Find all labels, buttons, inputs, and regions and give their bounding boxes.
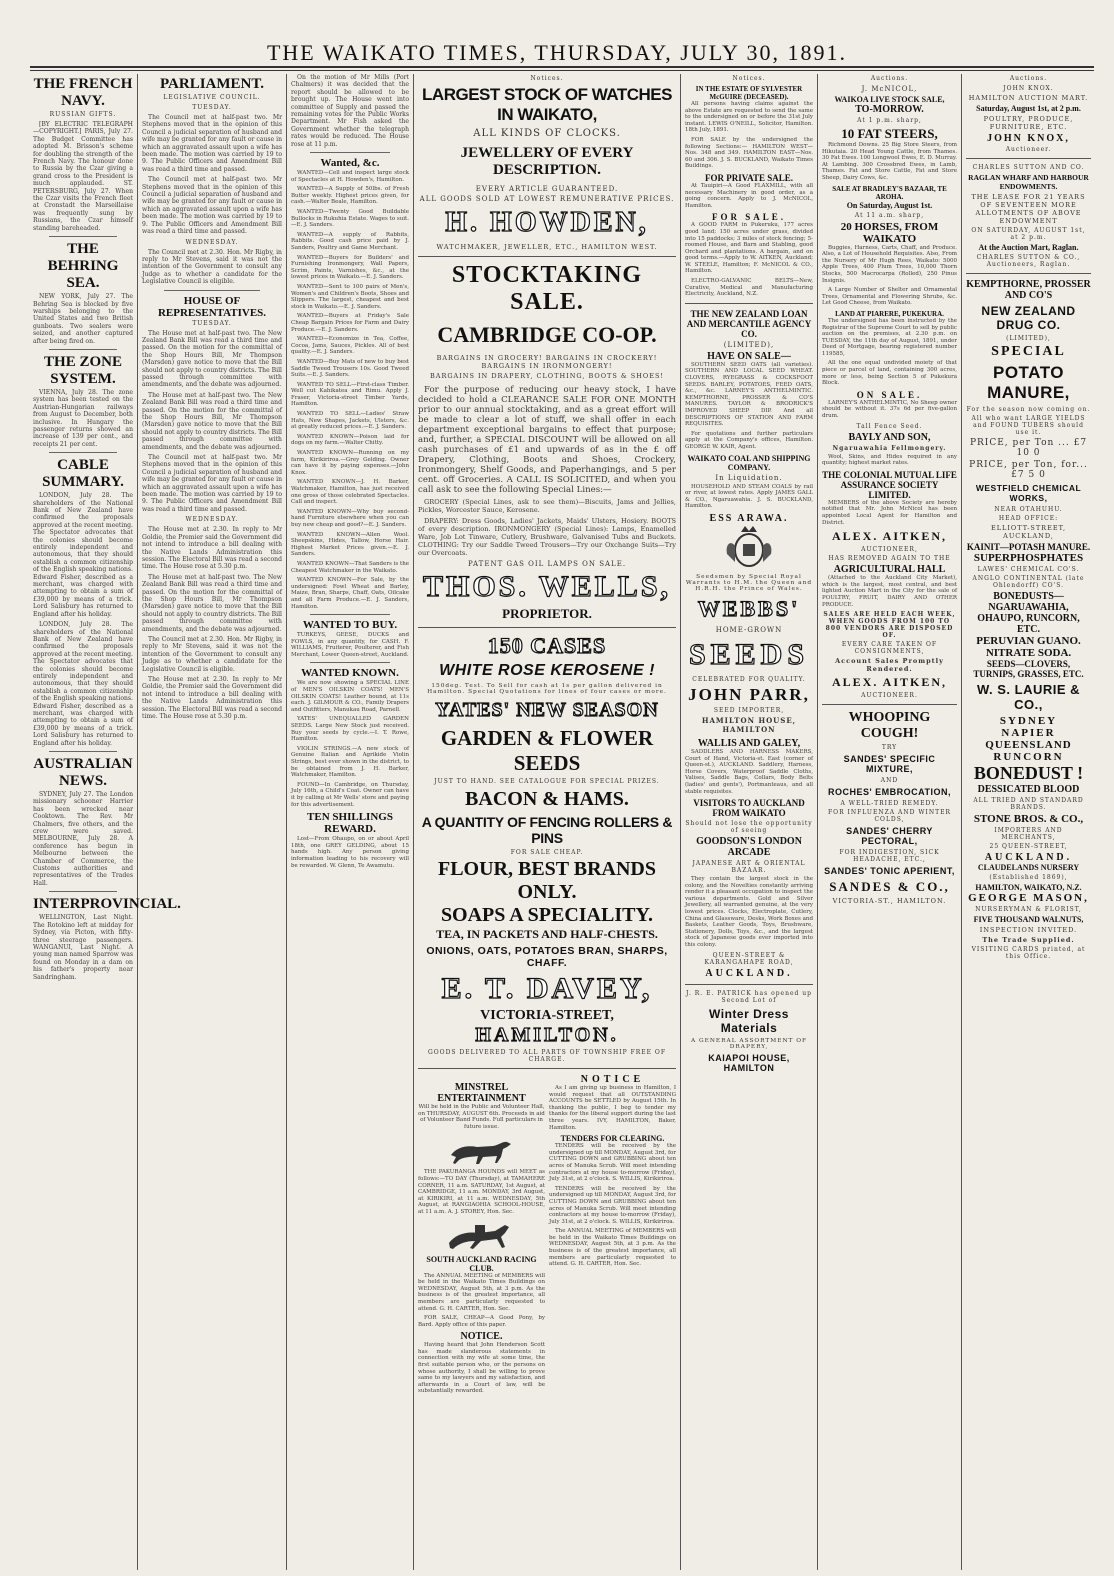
divider bbox=[164, 290, 259, 291]
headline-jewellery: JEWELLERY OF EVERY DESCRIPTION. bbox=[460, 145, 634, 178]
headline-alex-aitken: ALEX. AITKEN, bbox=[831, 529, 948, 544]
text-patent-lamps: PATENT GAS OIL LAMPS ON SALE. bbox=[467, 560, 627, 568]
heading-wanted-known: WANTED KNOWN. bbox=[301, 667, 399, 680]
text-bargains: BARGAINS IN GROCERY! BARGAINS IN CROCKERY! BARGAINS IN IRONMONGERY! bbox=[436, 354, 658, 370]
text-larney: LARNEY'S ANTHELMINTIC, No Sheep owner should be without it. 37s 6d per five-gallon drum. bbox=[822, 399, 957, 420]
text-at-11am: At 11 a.m. sharp, bbox=[854, 211, 925, 219]
article-cable-summary-cont: LONDON, July 28. The shareholders of the National Bank of New Zealand have confirmed the proposals approved at the recent meeting. The Spectator advocates that the colonies should become entirely independent and autonomous, that they should establish a common citizenship of the English speaking nations. Edward Fisher, described as a merchant, was charged with attempting to obtain a sum of £39,000 by means of a trick. Lord Salisbury has returned to England after his holiday. bbox=[33, 621, 133, 747]
text-poultry-produce: POULTRY, PRODUCE, FURNITURE, ETC. bbox=[983, 115, 1074, 131]
text-otahuhu: NEAR OTAHUHU. bbox=[994, 506, 1063, 513]
text-runcorn: RUNCORN bbox=[993, 751, 1064, 763]
advertiser-wells: THOS. WELLS, bbox=[422, 570, 672, 603]
column-6 bbox=[819, 74, 960, 1570]
text-grocery: GROCERY (Special Lines, ask to see them)—Biscuits, Jams and Jellies, Pickles, Worcester Sauce, Kerosene. bbox=[418, 498, 676, 514]
text-fencing-sub: FOR SALE CHEAP. bbox=[510, 849, 584, 856]
headline-for-sale: FOR SALE. bbox=[711, 212, 786, 223]
headline-australian-news: AUSTRALIAN NEWS. bbox=[33, 756, 133, 789]
headline-webbs: WEBBS' bbox=[697, 595, 801, 621]
headline-winter-dress: Winter Dress Materials bbox=[709, 1006, 789, 1035]
advertiser-george-mason: GEORGE MASON, bbox=[968, 892, 1089, 904]
advertiser-davey: E. T. DAVEY, bbox=[441, 972, 653, 1005]
text-john-knox: JOHN KNOX. bbox=[1003, 85, 1054, 92]
text-established: (Established 1869), bbox=[989, 874, 1068, 881]
text-head-office: HEAD OFFICE: bbox=[998, 515, 1059, 522]
headline-arawa: ESS ARAWA. bbox=[709, 512, 789, 524]
text-queensland: QUEENSLAND bbox=[985, 739, 1072, 751]
classified-ad: WANTED KNOWN—That Sanders is the Cheapest Watchmaker in the Waikato. bbox=[291, 560, 409, 574]
article-council-tuesday-cont: The Council met at half-past two. Mr Stephens moved that in the opinion of this Council a judicial separation of husband and wife may be granted for any fault or cause in which an aggravated assault upon a wife has been made. The motion was carried by 19 to 9. The Public Officers and Amendment Bill was read a third time and passed. bbox=[142, 176, 282, 236]
text-bargains-drapery: BARGAINS IN DRAPERY, CLOTHING, BOOTS & SHOES! bbox=[429, 372, 665, 380]
divider bbox=[685, 303, 813, 304]
headline-alex-aitken-2: ALEX. AITKEN, bbox=[831, 675, 948, 690]
headline-kainit: KAINIT—POTASH MANURE. bbox=[966, 542, 1091, 552]
article-house-tuesday-cont2: The Council met at half-past two. Mr Stephens moved that in the opinion of this Council a judicial separation of husband and wife may be granted for any fault or cause in which an aggravated assault upon a wife has been made. The motion was carried by 19 to 9. The Public Officers and Amendment Bill was read a third time and passed. bbox=[142, 454, 282, 513]
day-wednesday: WEDNESDAY. bbox=[185, 238, 239, 246]
column-4 bbox=[415, 74, 679, 1570]
headline-notice: NOTICE bbox=[580, 1074, 645, 1085]
text-fellmongery: Ngaruawahia Fellmongery. bbox=[832, 444, 947, 452]
text-napier: NAPIER bbox=[1001, 727, 1056, 739]
text-notice-2: Having heard that John Henderson Scott has made slanderous statements in connection with my wife at some time, the first suitable person who, or the persons on whose authority, I shall be willing to prove same to my lawyers and my satisfaction, and afterwards in a Court of law, will be substantially rewarded. bbox=[418, 1342, 545, 1395]
classified-ad: WANTED KNOWN—Running on my farm, Kirikiriroa.—Grey Gelding. Owner can have it by paying expenses.—John Knox. bbox=[291, 450, 409, 476]
divider bbox=[966, 158, 1091, 159]
headline-french-navy: THE FRENCH NAVY. bbox=[33, 76, 133, 109]
headline-flour: FLOUR, BEST BRANDS ONLY. bbox=[437, 858, 657, 903]
text-sandes-specific: SANDES' SPECIFIC MIXTURE, bbox=[843, 754, 936, 775]
classified-ad: WANTED—A Supply of 50lbs. of Fresh Butter weekly. Highest prices given, for cash.—Walter Beale, Hamilton. bbox=[291, 186, 409, 206]
headline-guano: PERUVIAN GUANO. bbox=[976, 635, 1081, 647]
headline-blood: DESSICATED BLOOD bbox=[977, 784, 1080, 795]
divider bbox=[49, 349, 117, 350]
headline-visitors: VISITORS TO AUCKLAND FROM WAIKATO bbox=[693, 798, 805, 819]
headline-potato-manure: POTATO MANURE, bbox=[987, 363, 1070, 402]
headline-wallis-galey: WALLIS AND GALEY, bbox=[697, 737, 801, 749]
classified-ad: WANTED—Buyers for Builders' and Furnishing Ironmongery, Wall Papers, Scrim, Paints, Varnishes, &c., at the lowest prices in Waikato.—E. J. Sanders. bbox=[291, 254, 409, 281]
article-house-continued: On the motion of Mr Mills (Port Chalmers) it was decided that the report should be allowed to be brought up. The House went into committee of Supply and passed the remaining votes for the Public Works Department. Mr Fish asked the Government whether the telegraph rates would be reduced. The House rose at 11 p.m. bbox=[291, 74, 409, 148]
text-estate: All persons having claims against the above Estate are requested to send the same to the undersigned on or before the 31st July instant. LEWIS O'NEILL, Solicitor, Hamilton. 18th July, 1891. bbox=[685, 101, 813, 134]
masthead: THE WAIKATO TIMES, THURSDAY, JULY 30, 1891. bbox=[266, 40, 848, 65]
bottom-notices-row bbox=[418, 1074, 676, 1398]
text-clocks: ALL KINDS OF CLOCKS. bbox=[473, 128, 621, 139]
headline-fencing: A QUANTITY OF FENCING ROLLERS & PINS bbox=[421, 814, 673, 846]
classified-ad: WANTED—Economize in Tea, Coffee, Cocoa, Jams, Sauces, Pickles. All of best quality.—E. J. Sanders. bbox=[291, 336, 409, 356]
headline-kerosene: WHITE ROSE KEROSENE ! bbox=[439, 662, 655, 679]
text-celebrated: CELEBRATED FOR QUALITY. bbox=[692, 675, 806, 683]
text-bayly: Wool, Skins, and Hides required in any quantity; highest market rates. bbox=[822, 453, 957, 467]
article-council-wednesday: The Council met at 2.30. Hon. Mr Rigby, in reply to Mr Stevens, said it was not the intention of the Government to consult any Judge as to whether a candidate for the Legislative Council is eligible. bbox=[142, 248, 282, 286]
text-kerosene-sub: 150deg. Test. To Sell for cash at 1s per gallon delivered in Hamilton. Special Quotations for lines of four cases or more. bbox=[427, 683, 667, 695]
headline-have-on-sale: HAVE ON SALE— bbox=[707, 350, 791, 362]
column-1 bbox=[30, 74, 181, 1570]
headline-claudelands: CLAUDELANDS NURSERY bbox=[977, 863, 1080, 872]
bottom-notices-right bbox=[549, 1074, 676, 1398]
headline-garden-seeds: GARDEN & FLOWER SEEDS bbox=[440, 726, 654, 775]
ad-wanted-to-buy: TURKEYS, GEESE, DUCKS and FOWLS, in any quantity, for CASH. F. WILLIAMS, Fruiterer, Poulterer, and Fish Merchant, Lower Queen-street, Auckland. bbox=[291, 632, 409, 658]
headline-estate: IN THE ESTATE OF SYLVESTER McGUIRE (DECEASED). bbox=[695, 85, 803, 101]
headline-interprovincial: INTERPROVINCIAL. bbox=[33, 896, 181, 913]
column-divider bbox=[286, 74, 287, 1570]
divider bbox=[310, 662, 390, 663]
text-pukekura: The undersigned has been instructed by the Registrar of the Supreme Court to sell by public auction on the premises, at 2.30 p.m. on TUESDAY, the 11th day of August, 1891, under Deed of Mortgage, bearing registered number 119585, bbox=[822, 317, 957, 357]
text-every-care: EVERY CARE TAKEN OF CONSIGNMENTS, bbox=[841, 641, 938, 656]
text-hamilton-waikato: HAMILTON, WAIKATO, N.Z. bbox=[975, 883, 1082, 892]
text-hounds: THE PAKURANGA HOUNDS will MEET as follows:—TO DAY (Thursday), at TAMAHERE CORNER, 11 a.m. SATURDAY, 1st August, at CAMBRIDGE, 11 a.m. MONDAY, 3rd August, at KIRIKIRI, at 11 a.m. WEDNESDAY, 5th August, at RANGIAOHIA SCHOOL-HOUSE, at 11 a.m. A. J. STOREY, Hon. Sec. bbox=[418, 1169, 545, 1215]
headline-cambridge-coop: CAMBRIDGE CO-OP. bbox=[437, 322, 657, 347]
divider bbox=[49, 891, 117, 892]
section-notices: Notices. bbox=[530, 75, 564, 82]
advertiser-sandes: SANDES & CO., bbox=[829, 879, 950, 895]
text-moiety: All the one equal undivided moiety of that piece or parcel of land, containing 300 acres, more or less, being Section 5 of Pukekura Block. bbox=[822, 360, 957, 387]
text-coal: HOUSEHOLD AND STEAM COALS by rail or river, at lowest rates. Apply JAMES GALL & CO., Ngaruawahia. J. S. BUCKLAND, Hamilton. bbox=[685, 483, 813, 510]
classified-ad: WANTED—Sent to 100 pairs of Men's, Women's and Children's Boots, Shoes and Slippers. The largest, cheapest and best stock in Waikato.—E. J. Sanders. bbox=[291, 283, 409, 310]
text-nurseryman: NURSERYMAN & FLORIST, bbox=[975, 906, 1082, 913]
royal-crest-icon bbox=[719, 524, 779, 572]
text-hamilton-house: HAMILTON HOUSE, HAMILTON bbox=[701, 715, 797, 734]
classified-ad: WANTED KNOWN—J. H. Barker, Watchmaker, Hamilton, has just received one gross of those celebrated Spectacles. Call and inspect. bbox=[291, 479, 409, 506]
article-house-wednesday-cont3: The House met at 2.30. In reply to Mr Goldie, the Premier said the Government did not intend to introduce a bill dealing with the Native Lands Administration this session. The Electoral Bill was read a second time. The House rose at 5.30 p.m. bbox=[142, 676, 282, 721]
text-racing-club: The ANNUAL MEETING of MEMBERS will be held in the Waikato Times Buildings on WEDNESDAY, August 5th, at 3 p.m. As the business is of the greatest importance, all members are particularly requested to attend. G. H. CARTER, Hon. Sec. bbox=[418, 1272, 545, 1312]
text-sale-list: SOUTHERN SEED OATS (all varieties). SOUTHERN AND LOCAL SEED WHEAT. CLOVERS, RYEGRASS & COCKSFOOT SEEDS. BARLEY, POTATOES, FEED OATS, &c., &c. LARNEY'S ANTHELMINTIC. KEMPTHORNE, PROSSER & CO'S MANURES. TAYLOR & BRODRICK'S IMPROVED SHEEP DIP. And all DESCRIPTIONS OF STATION AND FARM REQUISITES. bbox=[685, 361, 813, 428]
text-saturday-2pm: Saturday, August 1st, at 2 p.m. bbox=[976, 104, 1081, 113]
divider bbox=[966, 273, 1091, 274]
text-colonial-mutual: MEMBERS of the above Society are hereby notified that Mr. John McNicol has been appointed Local Agent for Hamilton and District. bbox=[822, 499, 957, 526]
text-hamilton: HAMILTON. bbox=[475, 1024, 619, 1046]
text-yields: All who want LARGE YIELDS and FOUND TUBERS should use it. bbox=[971, 415, 1086, 436]
headline-house: HOUSE OF REPRESENTATIVES. bbox=[157, 294, 267, 319]
text-delivered: GOODS DELIVERED TO ALL PARTS OF TOWNSHIP FREE OF CHARGE. bbox=[427, 1049, 667, 1063]
text-sections-for-sale: FOR SALE by the undersigned the following Sections:— HAMILTON WEST—Nos. 348 and 349. HAMILTON EAST—Nos. 60 and 306. J. S. BUCKLAND, Waikato Times Buildings. bbox=[685, 136, 813, 170]
article-council-tuesday: The Council met at half-past two. Mr Stephens moved that in the opinion of this Council a judicial separation of husband and wife may be granted for any fault or cause in which an aggravated assault upon a wife has been made. The motion was carried by 19 to 9. The Public Officers and Amendment Bill was read a third time and passed. bbox=[142, 114, 282, 173]
headline-tenders: TENDERS FOR CLEARING. bbox=[560, 1134, 665, 1144]
text-shelter-trees: A Large Number of Shelter and Ornamental Trees, Ornamental and Flowering Shrubs, &c. Let Good Cheese, from Waikato. bbox=[822, 287, 957, 307]
text-fence-seed: Tall Fence Seed. bbox=[856, 422, 923, 430]
classified-ad: WANTED KNOWN—Why buy second-hand Furniture elsewhere when you can buy new cheap and good?—E. J. Sanders. bbox=[291, 508, 409, 528]
column-3 bbox=[288, 74, 412, 1570]
ad-oilskin-coats: We are now showing a SPECIAL LINE of MEN'S OILSKIN COATS! MEN'S OILSKIN COATS! Leather bound, at 11s each. J. GILMOUR & CO., Family Drapers and Outfitters, Manukau Road, Parnell. bbox=[291, 680, 409, 713]
text-limited: (LIMITED), bbox=[723, 340, 775, 349]
headline-private-sale: FOR PRIVATE SALE. bbox=[705, 172, 793, 183]
text-roches: ROCHES' EMBROCATION, bbox=[828, 787, 951, 798]
article-french-navy: [BY ELECTRIC TELEGRAPH—COPYRIGHT.] PARIS, July 27. The Budget Committee has adopted M. Brisson's scheme for doubling the strength of the French Navy. The honour done to Russia by the Czar giving a grand cross to the President is much applauded. ST. PETERSBURG, July 27. When the Czar visits the French fleet at Cronstadt the Marseillaise was frequently sung by Russians, the Czar himself standing bareheaded. bbox=[33, 121, 133, 232]
text-kaiapoi-house: KAIAPOI HOUSE, HAMILTON bbox=[708, 1052, 790, 1073]
text-wallis-galey: SADDLERS AND HARNESS MAKERS, Court of Hand, Victoria-st. East (corner of Queen-st.), AUCKLAND. Saddlery, Harness, Horse Covers, Waterproof Saddle Cloths, Valises, Saddle Bags, Collars, Body Belts (ladies' and gents'), Portmanteaus, and all stable requisites. bbox=[685, 748, 813, 795]
classified-ad: WANTED—Twenty Good Buildable Bullocks in Rukuhia Estate. Wages to suit.—E. J. Sanders. bbox=[291, 209, 409, 229]
classified-ad: WANTED—A supply of Rabbits, Rabbits. Good cash price paid by J. Sanders, Poultry and Game Merchant. bbox=[291, 231, 409, 251]
text-importers: IMPORTERS AND MERCHANTS, bbox=[994, 827, 1063, 841]
text-inspection: INSPECTION INVITED. bbox=[979, 926, 1078, 934]
text-price-1: PRICE, per Ton ... £7 10 0 bbox=[969, 438, 1088, 458]
ad-violin-strings: VIOLIN STRINGS.—A new stock of Genuine Italian and Agrikide Violin Strings, best ever shown in the district, to be obtained from J. H. Barker, Watchmaker, Hamilton. bbox=[291, 745, 409, 779]
divider bbox=[49, 236, 117, 237]
text-cherry-pectoral: SANDES' CHERRY PECTORAL, bbox=[846, 826, 933, 847]
text-garden-sub: JUST TO HAND. SEE CATALOGUE FOR SPECIAL PRIZES. bbox=[434, 778, 660, 785]
divider bbox=[49, 751, 117, 752]
text-lease: THE LEASE FOR 21 YEARS OF SEVENTEEN MORE ALLOTMENTS OF ABOVE ENDOWMENT bbox=[971, 193, 1086, 225]
headline-parliament: PARLIAMENT. bbox=[159, 76, 265, 92]
text-liquidation: In Liquidation. bbox=[715, 473, 783, 482]
headline-soaps: SOAPS A SPECIALITY. bbox=[440, 904, 654, 926]
article-zone-system: VIENNA, July 28. The zone system has been tested on the Austrian-Hungarian railways from August to December, both inclusive. In Hungary the passenger returns showed an increase of 139 per cent., and receipts 21 per cent. bbox=[33, 388, 133, 448]
article-house-tuesday-cont: The House met at half-past two. The New Zealand Bank Bill was read a third time and passed. On the motion for the committal of the Shop Hours Bill, Mr Thompson (Marsden) gave notice to move that the Bill should not apply to country districts. The Bill passed through committee with amendments, and the debate was adjourned. bbox=[142, 391, 282, 451]
headline-agricultural-hall: AGRICULTURAL HALL bbox=[833, 564, 946, 576]
article-interprovincial: WELLINGTON, Last Night. The Rotokino left at midday for Sydney, via Picton, with fifty-three steerage passengers. WANGANUI, Last Night. A young man named Sparrow was found on Monday in a dam on his father's property near Sandringham. bbox=[33, 914, 133, 981]
headline-racing-club: SOUTH AUCKLAND RACING CLUB. bbox=[426, 1254, 537, 1273]
text-fat-steers: Richmond Downs. 25 Big Store Steers, from Hikutaia. 20 Head Young Cattle, from Thames. 30 Fat Ewes. 100 Longwool Ewes, E. D. Murray. At Lambing. 300 Crossbred Ewes, in Lamb, Thames. Fat and Store Cattle, Fat and Store Sheep, Dairy Cows, &c. bbox=[822, 142, 957, 181]
text-elliott-street: ELLIOTT-STREET, AUCKLAND, bbox=[990, 524, 1067, 540]
divider bbox=[418, 256, 676, 257]
headline-notice-2: NOTICE. bbox=[460, 1331, 503, 1343]
masthead-rule-thin bbox=[30, 70, 1094, 71]
headline-horses: 20 HORSES, FROM WAIKATO bbox=[840, 220, 939, 245]
headline-onions: ONIONS, OATS, POTATOES BRAN, SHARPS, CHAFF. bbox=[426, 945, 668, 969]
headline-seeds: SEEDS bbox=[688, 637, 810, 671]
heading-wanted-to-buy: WANTED TO BUY. bbox=[302, 619, 398, 632]
text-notice: As I am giving up business in Hamilton, I would request that all OUTSTANDING ACCOUNTS be SETTLED by August 15th. In thanking the public, I beg to tender my thanks for the liberal support during the last three years. IVY, HAMILTON, Baker, Hamilton. bbox=[549, 1085, 676, 1131]
divider bbox=[310, 614, 390, 615]
text-lawes: LAWES' CHEMICAL CO'S. bbox=[977, 566, 1080, 573]
divider bbox=[418, 627, 676, 628]
section-notices-2: Notices. bbox=[732, 75, 766, 82]
text-proprietor: PROPRIETOR. bbox=[502, 606, 592, 621]
column-divider bbox=[413, 74, 414, 1570]
text-visitors: Should not lose the opportunity of seeing bbox=[685, 820, 813, 835]
headline-fat-steers: 10 FAT STEERS, bbox=[841, 126, 938, 141]
text-remedy: A WELL-TRIED REMEDY. bbox=[840, 800, 939, 808]
headline-special: SPECIAL bbox=[991, 344, 1066, 359]
text-and: AND bbox=[880, 777, 899, 785]
text-accounts: Account Sales Promptly Rendered. bbox=[835, 657, 944, 674]
column-7 bbox=[963, 74, 1094, 1570]
text-farm-for-sale: A GOOD FARM in Pukeruku, 177 acres good land; 150 acres under grass, divided into 15 paddocks; 3 miles of stock fencing; 5-roomed House, and Barn and Stabling, good Orchard and plantations. A bargain, and on good terms.—Apply to W. AITKEN, Auckland; W. STEELE, Hamilton; F. McNICOL & CO., Hamilton. bbox=[685, 222, 813, 275]
day-wednesday-house: WEDNESDAY. bbox=[185, 516, 239, 524]
column-divider bbox=[137, 74, 138, 1570]
classified-ad: WANTED—Cell and inspect large stock of Spectacles at H. Howden's, Hamilton. bbox=[291, 170, 409, 183]
headline-minstrel: MINSTREL ENTERTAINMENT bbox=[437, 1082, 526, 1104]
headline-stocktaking: STOCKTAKING SALE. bbox=[451, 262, 643, 315]
headline-bacon: BACON & HAMS. bbox=[465, 788, 629, 810]
headline-nz-drug: NEW ZEALAND DRUG CO. bbox=[981, 304, 1076, 332]
text-electric-belts: ELECTRO-GALVANIC BELTS—New, Curative, Medical and Manufacturing Electricity, Auckland, N.Z. bbox=[685, 278, 813, 298]
divider bbox=[418, 1068, 676, 1069]
headline-nitrate: NITRATE SODA. bbox=[985, 647, 1072, 659]
ad-yates-seeds: YATES' UNEQUALLED GARDEN SEEDS. Large New Stock just received. Buy your seeds by cycle.—I. T. Rowe, Hamilton. bbox=[291, 716, 409, 743]
day-tuesday: TUESDAY. bbox=[192, 104, 232, 111]
text-victoria-st: VICTORIA-ST., HAMILTON. bbox=[832, 897, 947, 906]
headline-pukekura: LAND AT PIARERE, PUKEKURA. bbox=[835, 309, 944, 318]
classified-ad: WANTED TO SELL—Ladies' Straw Hats, New Shapes, Jackets, Ulsters, &c. at greatly reduced prices.—E. J. Sanders. bbox=[291, 411, 409, 431]
divider bbox=[49, 452, 117, 453]
advertiser-stone-bros: STONE BROS. & CO., bbox=[973, 813, 1084, 825]
heading-wanted: Wanted, &c. bbox=[320, 157, 380, 170]
article-behring-sea: NEW YORK, July 27. The Behring Sea is blocked by five warships belonging to the United States and two British gunboats. Two sealers were seized, and another captured after being fired on. bbox=[33, 293, 133, 345]
text-removed: HAS REMOVED AGAIN TO THE bbox=[828, 555, 951, 563]
text-goodson-sub: JAPANESE ART & ORIENTAL BAZAAR. bbox=[692, 860, 806, 875]
text-home-grown: HOME-GROWN bbox=[715, 625, 783, 634]
text-auction-mart: HAMILTON AUCTION MART. bbox=[968, 94, 1089, 102]
headline-superphosphates: SUPERPHOSPHATES bbox=[973, 552, 1084, 564]
text-winter-sub: A GENERAL ASSORTMENT OF DRAPERY, bbox=[690, 1037, 808, 1050]
classified-ad: WANTED—Buyers at Friday's Sale Cheap Bargain Prices for Farm and Dairy Produce.—E. J. Sanders. bbox=[291, 313, 409, 333]
bottom-notices-left bbox=[418, 1074, 545, 1398]
text-tomorrow: TO-MORROW. bbox=[855, 104, 924, 115]
headline-bonedusts: BONEDUSTS—NGARUAWAHIA, OHAUPO, RUNCORN, ETC. bbox=[977, 591, 1080, 635]
section-auctions-2: Auctions. bbox=[1009, 75, 1048, 82]
text-auckland: AUCKLAND. bbox=[705, 967, 793, 979]
article-australian-news: SYDNEY, July 27. The London missionary schooner Harrier has been wrecked near Cooktown. The Rev. Mr Chalmers, five others, and the crew were saved. MELBOURNE, July 28. A conference has begun in Melbourne between the Chamber of Commerce, the Customs authorities and representatives of the Trades Hall. bbox=[33, 791, 133, 887]
text-minstrel: Will be held in the Public and Volunteer Hall, on THURSDAY, AUGUST 6th. Proceeds in aid of Volunteer Band Funds. Full particulars in future issue. bbox=[418, 1104, 545, 1130]
article-house-wednesday: The House met at 2.30. In reply to Mr Goldie, the Premier said the Government did not intend to introduce a bill dealing with the Native Lands Administration this session. The Electoral Bill was read a second time. The House rose at 5.30 p.m. bbox=[142, 526, 282, 571]
headline-zone-system: THE ZONE SYSTEM. bbox=[44, 353, 122, 387]
classified-ad: WANTED KNOWN—Allen Wool. Sheepskins, Hides, Tallow, Horse Hair. Highest Market Prices given.—E. J. Sanders. bbox=[291, 531, 409, 558]
subhead-legislative-council: LEGISLATIVE COUNCIL. bbox=[163, 94, 261, 101]
divider bbox=[822, 704, 957, 705]
headline-bayly-son: BAYLY AND SON, bbox=[848, 431, 931, 443]
text-queen-street: QUEEN-STREET & KARANGAHAPE ROAD, bbox=[704, 951, 794, 966]
text-patrick: J. R. E. PATRICK has opened up Second Lot of bbox=[686, 989, 812, 1004]
headline-yates-season: YATES' NEW SEASON bbox=[435, 699, 659, 721]
text-try: TRY bbox=[881, 744, 898, 752]
text-private-sale: At Tauipiri—A Good FLAXMILL, with all necessary Machinery in good order, as a going concern. Apply to J. McNICOL, Hamilton. bbox=[685, 182, 813, 209]
text-goodson: They contain the largest stock in the colony, and the Novelties constantly arriving render it a pleasant occupation to inspect the various departments. Gold and Silver Jewellery, all warranted genuine, at the very lowest prices. Clocks, Electroplate, Cutlery, China and Glassware, Desks, Work Boxes and Baskets, Leather Goods, Toys, Brushware, Stationery, Dolls, Toys, &c., and the largest stock of Japanese goods ever imported into this colony. bbox=[685, 876, 813, 949]
headline-whooping-cough: WHOOPING COUGH! bbox=[848, 710, 931, 742]
headline-walnuts: FIVE THOUSAND WALNUTS, bbox=[973, 915, 1084, 924]
text-indigestion: FOR INDIGESTION, SICK HEADACHE, ETC., bbox=[839, 849, 940, 864]
text-auctioneer-2: AUCTIONEER. bbox=[861, 692, 918, 700]
article-house-wednesday-cont2: The Council met at 2.30. Hon. Mr Rigby, in reply to Mr Stevens, said it was not the intention of the Government to consult any Judge as to whether a candidate for the Legislative Council is eligible. bbox=[142, 635, 282, 673]
text-auctioneer-mcnicol: J. McNICOL, bbox=[861, 85, 918, 93]
text-auckland-stone: AUCKLAND. bbox=[984, 852, 1073, 863]
heading-reward: TEN SHILLINGS REWARD. bbox=[307, 811, 393, 836]
text-tried-brands: ALL TRIED AND STANDARD BRANDS. bbox=[973, 797, 1084, 811]
text-saturday-august: ON SATURDAY, AUGUST 1st, at 2 p.m. bbox=[971, 227, 1086, 241]
headline-coal: WAIKATO COAL AND SHIPPING COMPANY. bbox=[687, 453, 811, 472]
classified-ad: WANTED TO SELL—First-class Timber. Well cut Kahikatea and Rimu. Apply J. Fraser, Victoria-street Timber Yards, Hamilton. bbox=[291, 381, 409, 408]
column-2 bbox=[139, 74, 285, 1570]
text-price-2: PRICE, per Ton, for... £7 5 0 bbox=[969, 460, 1088, 480]
text-victoria-street: VICTORIA-STREET, bbox=[480, 1008, 614, 1023]
advertiser-laurie: W. S. LAURIE & CO., bbox=[976, 682, 1081, 712]
headline-kempthorne: KEMPTHORNE, PROSSER AND CO'S bbox=[966, 279, 1091, 301]
headline-cases: 150 CASES bbox=[487, 633, 607, 658]
text-agent: For quotations and further particulars apply at the Company's offices, Hamilton. GEORGE W. KAIR, Agent. bbox=[685, 430, 813, 450]
text-limited-drug: (LIMITED), bbox=[1006, 335, 1051, 342]
text-seed-importer: SEED IMPORTER, bbox=[713, 706, 785, 714]
day-tuesday-house: TUESDAY. bbox=[192, 319, 232, 327]
text-pony-for-sale: FOR SALE, CHEAP—A Good Pony, by Bard. Apply office of this paper. bbox=[418, 1315, 545, 1328]
text-at-1pm: At 1 p.m. sharp, bbox=[857, 117, 922, 124]
subhead-russian-gifts: RUSSIAN GIFTS. bbox=[49, 111, 117, 118]
headline-westfield: WESTFIELD CHEMICAL WORKS, bbox=[975, 483, 1082, 503]
text-tenders-cont2: The ANNUAL MEETING of MEMBERS will be held in the Waikato Times Buildings on WEDNESDAY, August 5th, at 3 p.m. As the business is of the greatest importance, all members are particularly requested to attend. G. H. CARTER, Hon. Sec. bbox=[549, 1228, 676, 1268]
text-howden-sub: WATCHMAKER, JEWELLER, ETC., HAMILTON WEST. bbox=[436, 243, 658, 251]
article-cable-summary: LONDON, July 28. The shareholders of the National Bank of New Zealand have confirmed the proposals approved at the recent meeting. The Spectator advocates that the colonies should become entirely independent and autonomous, that they should establish a common citizenship of the English speaking nations. Edward Fisher, described as a merchant, was charged with attempting to obtain a sum of £39,000 by means of a trick. Lord Salisbury has returned to England after his holiday. bbox=[33, 492, 133, 618]
divider bbox=[310, 152, 390, 153]
headline-tea: TEA, IN PACKETS AND HALF-CHESTS. bbox=[436, 927, 658, 941]
text-agricultural-hall: (Attached to the Auckland City Market), which is the largest, most central, and best lighted Auction Mart in the City for the sale of POULTRY, FRUIT, DAIRY AND OTHER PRODUCE. bbox=[822, 575, 957, 608]
text-tenders-cont: TENDERS will be received by the undersigned up till MONDAY, August 3rd, for CUTTING DOWN and GRUBBING about ten acres of Manuka Scrub. Will meet intending contractors at my house to-morrow (Friday), July 31st, at 2 o'clock. S. WILLIS, Kirikiriroa. bbox=[549, 1185, 676, 1225]
advertiser-john-knox: JOHN KNOX, bbox=[987, 133, 1070, 144]
column-5 bbox=[682, 74, 816, 1570]
column-divider bbox=[680, 74, 681, 1570]
headline-bonedust: BONEDUST ! bbox=[973, 763, 1084, 783]
text-horses: Buggies, Harness, Carts, Chaff, and Produce. Also, a Lot of Household Requisites. Also, From the Nursery of Mr Hugh Rees, Waikato: 5000 Apple Trees, 400 Plum Trees, 10,000 Thorn Stocks, 500 Macrocarpa (Rolled), 250 Pinus Insignis. bbox=[822, 244, 957, 284]
ad-reward: Lost—From Ohaupo, on or about April 18th, one GREY GELDING, about 15 hands high. Any person giving information leading to his recovery will be rewarded. W. Glenn, Te Awamutu. bbox=[291, 836, 409, 869]
racehorse-illustration-icon bbox=[445, 1219, 519, 1253]
column-divider bbox=[961, 74, 962, 1570]
headline-raglan-wharf: RAGLAN WHARF AND HARBOUR ENDOWMENTS. bbox=[968, 173, 1089, 191]
text-royal-warrant: Seedsmen by Special Royal Warrants to H.M. the Queen and H.R.H. the Prince of Wales. bbox=[685, 573, 813, 592]
text-auctioneer: AUCTIONEER, bbox=[861, 546, 918, 554]
headline-watches: LARGEST STOCK OF WATCHES IN WAIKATO, bbox=[422, 85, 672, 124]
text-lowest-prices: ALL GOODS SOLD AT LOWEST REMUNERATIVE PRICES. bbox=[419, 195, 675, 203]
masthead-rule bbox=[30, 66, 1094, 68]
text-auction-mart-raglan: At the Auction Mart, Raglan. bbox=[978, 243, 1079, 252]
text-saturday: On Saturday, August 1st. bbox=[846, 200, 933, 210]
text-charles-sutton: CHARLES SUTTON AND CO. bbox=[972, 164, 1085, 171]
headline-cable-summary: CABLE SUMMARY. bbox=[42, 457, 124, 491]
classified-ad: WANTED—Buy Mats of new to buy best Saddle Tweed Trousers 10s. Good Tweed Suits.—E. J. Sanders. bbox=[291, 358, 409, 379]
text-sutton-raglan: CHARLES SUTTON & CO., Auctioneers, Raglan. bbox=[976, 254, 1081, 268]
classified-ad: WANTED KNOWN—Poison laid for dogs on my farm.—Walter Chitty. bbox=[291, 433, 409, 447]
text-crop: For the season now coming on. bbox=[966, 406, 1091, 413]
divider bbox=[685, 984, 813, 985]
hound-illustration-icon bbox=[445, 1133, 519, 1167]
text-drapery: DRAPERY: Dress Goods, Ladies' Jackets, Maids' Ulsters, Hosiery. BOOTS of every description. IRONMONGERY (Special Lines): Lamps, Enamelled Ware, Job Lot Tinware, Cutlery, Brushware, Galvanised Tubs and Buckets. CLOTHING: Try our Saddle Tweed Trousers—Try our Oxchange Suits—Try our Overcoats. bbox=[418, 517, 676, 557]
text-auctioneer-knox: Auctioneer. bbox=[1005, 146, 1052, 153]
advertiser-howden: H. HOWDEN, bbox=[445, 207, 649, 238]
headline-colonial-mutual: THE COLONIAL MUTUAL LIFE ASSURANCE SOCIETY LIMITED. bbox=[822, 469, 957, 500]
article-house-wednesday-cont: The House met at half-past two. The New Zealand Bank Bill was read a third time and passed. On the motion for the committal of the Shop Hours Bill, Mr Thompson (Marsden) gave notice to move that the Bill should not apply to country districts. The Bill passed through committee with amendments, and the debate was adjourned. bbox=[142, 573, 282, 633]
text-tenders: TENDERS will be received by the undersigned up till MONDAY, August 3rd, for CUTTING DOWN and GRUBBING about ten acres of Manuka Scrub. Will meet intending contractors at my house to-morrow (Friday), July 31st, at 2 o'clock. S. WILLIS, Kirikiriroa. bbox=[549, 1143, 676, 1183]
text-guaranteed: EVERY ARTICLE GUARANTEED. bbox=[475, 185, 619, 193]
text-sales-weekly: SALES ARE HELD EACH WEEK, WHEN GOODS FROM 100 TO 800 VENDORS ARE DISPOSED OF. bbox=[823, 611, 956, 640]
column-divider bbox=[817, 74, 818, 1570]
text-clearance: For the purpose of reducing our heavy stock, I have decided to hold a CLEARANCE SALE FOR ONE MONTH prior to our annual stocktaking, and as a great effort will be made to clear a lot of stuff, we shall offer in each department exceptional bargains to effect that purpose; and, further, a SPECIAL DISCOUNT will be allowed on all cash purchases of £1 and upwards of as in the £ off Drapery, Clothing, Boots and Shoes, Crockery, Ironmongery, Shelf Goods, and Paperhangings, and 5 per cent. off Groceries. A CALL IS SOLICITED, and when you call ask to see the following Special Lines:— bbox=[418, 385, 676, 495]
headline-bradleys-bazaar: SALE AT BRADLEY'S BAZAAR, TE AROHA. bbox=[832, 184, 947, 201]
headline-nz-loan: THE NEW ZEALAND LOAN AND MERCANTILE AGENCY CO. bbox=[686, 308, 812, 339]
classified-ad: WANTED KNOWN—For Sale, by the undersigned: Fowl Wheat and Barley, Maize, Bran, Sharps, Chaff, Oats, Oilcake and all Farm Produce.—E. J. Sanders, Hamilton. bbox=[291, 577, 409, 610]
headline-behring-sea: THE BEHRING SEA. bbox=[47, 241, 119, 292]
text-trade-supplied: The Trade Supplied. bbox=[982, 936, 1075, 944]
text-tonic-aperient: SANDES' TONIC APERIENT, bbox=[824, 866, 955, 877]
article-house-tuesday: The House met at half-past two. The New Zealand Bank Bill was read a third time and passed. On the motion for the committal of the Shop Hours Bill, Mr Thompson (Marsden) gave notice to move that the Bill should not apply to country districts. The Bill passed through committee with amendments, and the debate was adjourned. bbox=[142, 329, 282, 389]
ad-found: FOUND—In Cambridge, on Thursday, July 16th, a Child's Coat. Owner can have it by calling at Mr Wells' store and paying for this advertisement. bbox=[291, 781, 409, 808]
headline-seeds-clovers: SEEDS—CLOVERS, TURNIPS, GRASSES, ETC. bbox=[973, 659, 1084, 679]
text-visiting-cards: VISITING CARDS printed, at this Office. bbox=[971, 946, 1086, 960]
text-queen-street-25: 25 QUEEN-STREET, bbox=[989, 843, 1068, 850]
headline-stock-sale: WAIKOA LIVE STOCK SALE, bbox=[834, 95, 945, 104]
text-anglo: ANGLO CONTINENTAL (late Ohlendorff) CO'S. bbox=[972, 575, 1085, 589]
text-influenza: FOR INFLUENZA AND WINTER COLDS, bbox=[827, 809, 952, 824]
section-auctions: Auctions. bbox=[870, 75, 909, 82]
headline-on-sale: ON SALE. bbox=[856, 389, 923, 400]
text-sydney: SYDNEY bbox=[999, 715, 1058, 727]
headline-goodson: GOODSON'S LONDON ARCADE bbox=[696, 836, 802, 859]
advertiser-john-parr: JOHN PARR, bbox=[688, 684, 810, 704]
